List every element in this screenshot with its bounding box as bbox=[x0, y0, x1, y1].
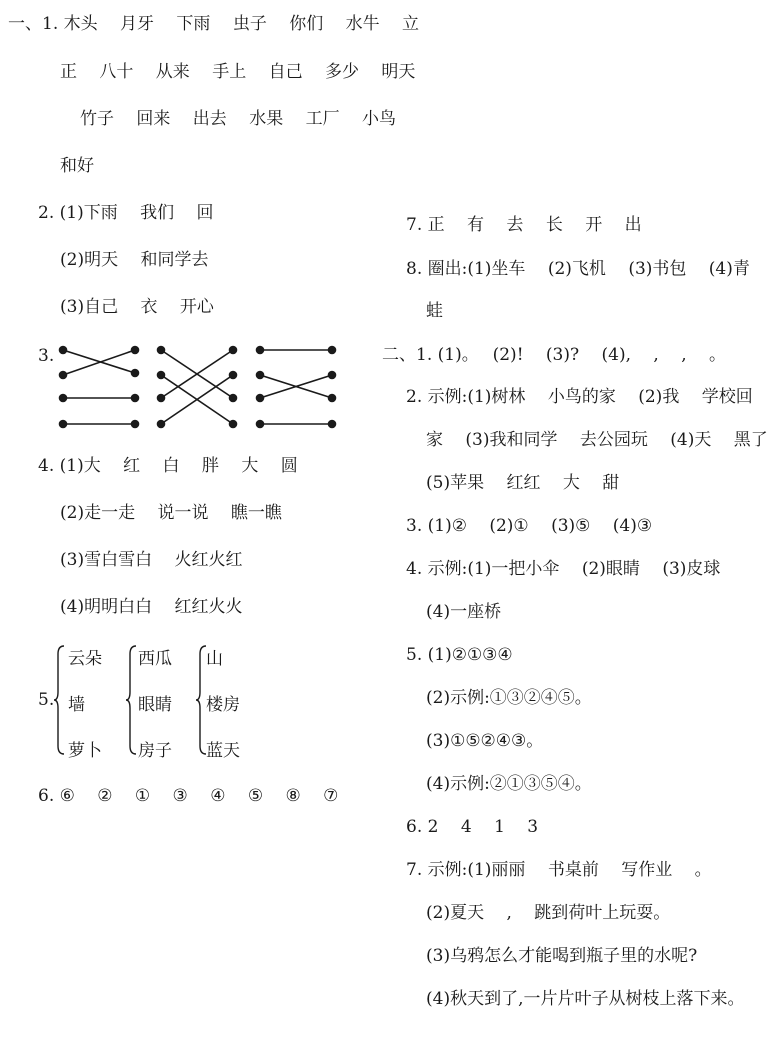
q5-col1-item: 墙 bbox=[68, 695, 85, 715]
q4-line-d: (4)明明白白 红红火火 bbox=[60, 597, 243, 617]
s1-line1: 一、1. 木头 月牙 下雨 虫子 你们 水牛 立 bbox=[8, 14, 420, 34]
q5-col3-item: 楼房 bbox=[206, 695, 240, 715]
r-s2-7-a: 7. 示例:(1)丽丽 书桌前 写作业 。 bbox=[406, 860, 712, 880]
q2-line-c: (3)自己 衣 开心 bbox=[60, 297, 214, 317]
r-s2-6: 6. 2 4 1 3 bbox=[406, 817, 539, 837]
r-s2-3: 3. (1)② (2)① (3)⑤ (4)③ bbox=[406, 516, 653, 536]
s1-line3: 竹子 回来 出去 水果 工厂 小鸟 bbox=[80, 109, 397, 129]
r-q8-b: 蛙 bbox=[426, 301, 443, 321]
r-s2-4-b: (4)一座桥 bbox=[426, 602, 502, 622]
q6-line: 6. ⑥ ② ① ③ ④ ⑤ ⑧ ⑦ bbox=[38, 786, 339, 806]
matching-diagram bbox=[55, 336, 345, 431]
s1-line2: 正 八十 从来 手上 自己 多少 明天 bbox=[60, 62, 416, 82]
r-q7: 7. 正 有 去 长 开 出 bbox=[406, 215, 642, 235]
q3-label: 3. bbox=[38, 346, 55, 366]
q5-col1-item: 萝卜 bbox=[68, 741, 102, 761]
brace-2 bbox=[126, 644, 138, 756]
q2-line-a: 2. (1)下雨 我们 回 bbox=[38, 203, 214, 223]
q4-line-c: (3)雪白雪白 火红火红 bbox=[60, 550, 243, 570]
r-s2-4-a: 4. 示例:(1)一把小伞 (2)眼睛 (3)皮球 bbox=[406, 559, 721, 579]
q2-line-b: (2)明天 和同学去 bbox=[60, 250, 209, 270]
brace-1 bbox=[54, 644, 66, 756]
q4-line-b: (2)走一走 说一说 瞧一瞧 bbox=[60, 503, 282, 523]
r-s2-7-d: (4)秋天到了,一片片叶子从树枝上落下来。 bbox=[426, 989, 745, 1009]
q5-col2-item: 西瓜 bbox=[138, 649, 172, 669]
s1-line4: 和好 bbox=[60, 156, 94, 176]
q5-col3-item: 山 bbox=[206, 649, 223, 669]
r-s2-5-d: (4)示例:②①③⑤④。 bbox=[426, 774, 592, 794]
r-s2-2-b: 家 (3)我和同学 去公园玩 (4)天 黑了 bbox=[426, 430, 768, 450]
q5-label: 5. bbox=[38, 690, 55, 710]
q5-brace-group bbox=[38, 640, 278, 770]
r-s2-2-a: 2. 示例:(1)树林 小鸟的家 (2)我 学校回 bbox=[406, 387, 753, 407]
r-s2-1: 二、1. (1)。 (2)! (3)? (4), , , 。 bbox=[382, 345, 727, 365]
r-q8-a: 8. 圈出:(1)坐车 (2)飞机 (3)书包 (4)青 bbox=[406, 259, 750, 279]
q5-col1-item: 云朵 bbox=[68, 649, 102, 669]
r-s2-2-c: (5)苹果 红红 大 甜 bbox=[426, 473, 620, 493]
r-s2-7-b: (2)夏天 , 跳到荷叶上玩耍。 bbox=[426, 903, 671, 923]
q4-line-a: 4. (1)大 红 白 胖 大 圆 bbox=[38, 456, 298, 476]
q5-col3-item: 蓝天 bbox=[206, 741, 240, 761]
r-s2-5-b: (2)示例:①③②④⑤。 bbox=[426, 688, 592, 708]
q5-col2-item: 眼睛 bbox=[138, 695, 172, 715]
r-s2-5-a: 5. (1)②①③④ bbox=[406, 645, 513, 665]
r-s2-7-c: (3)乌鸦怎么才能喝到瓶子里的水呢? bbox=[426, 946, 698, 966]
q5-col2-item: 房子 bbox=[138, 741, 172, 761]
r-s2-5-c: (3)①⑤②④③。 bbox=[426, 731, 544, 751]
